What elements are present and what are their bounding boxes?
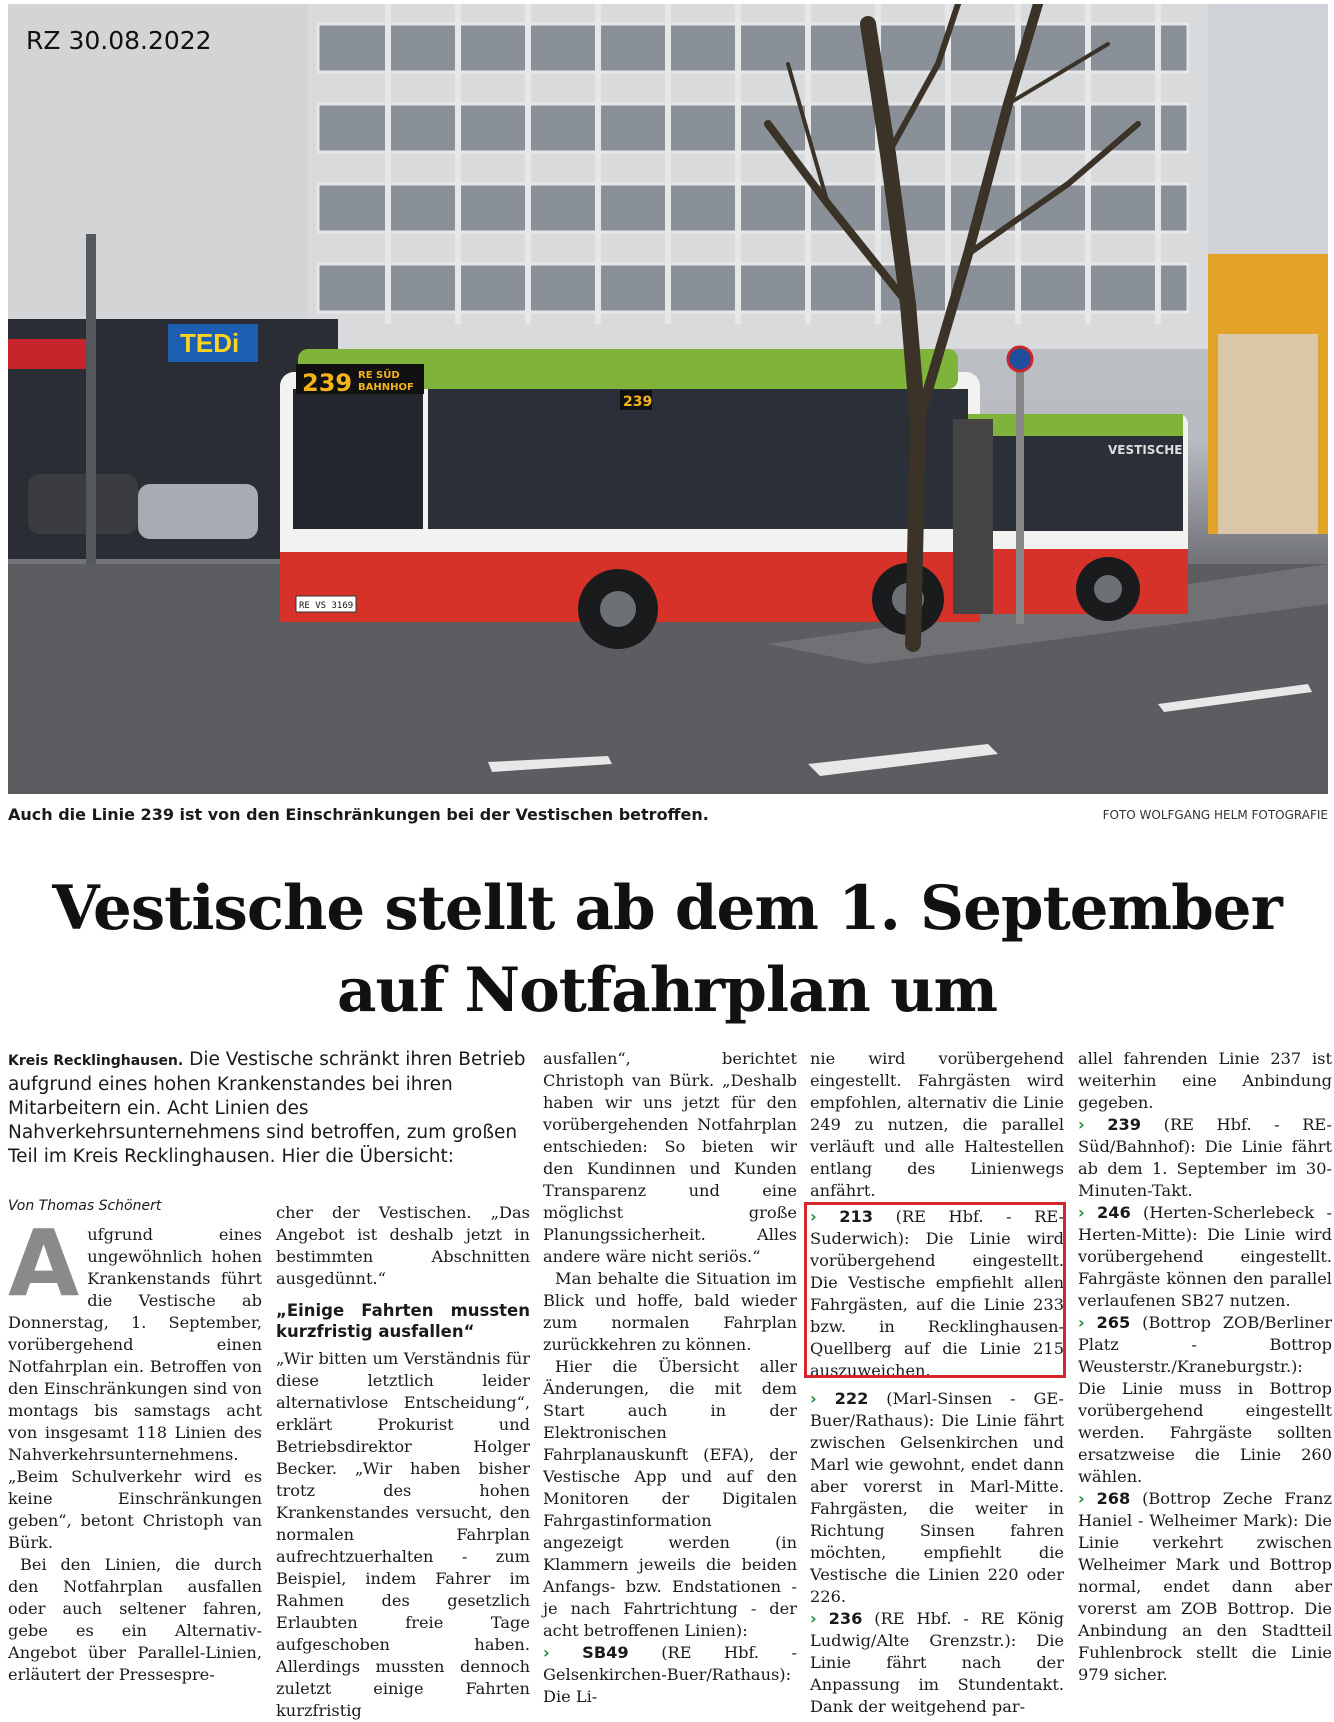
line-text: (RE Hbf. - RE König Ludwig/Alte Grenzstr.): Die Linie fährt nach der Anpassung im Stundentakt. Dank der weitgehend par- <box>810 1609 1064 1716</box>
bus-illustration <box>8 4 1328 794</box>
shop-sign: TEDi <box>180 328 240 358</box>
line-text: (Marl-Sinsen - GE-Buer/Rathaus): Die Linie fährt zwischen Gelsenkirchen und Marl wie gewohnt, endet dann aber vorerst in Marl-Mitte. Fahrgästen, die weiter in Richtung Sinsen fahren möchten, empfiehlt die Vestische die Linien 220 oder 226. <box>810 1389 1064 1606</box>
drop-cap: A <box>8 1210 80 1317</box>
bus-side-number: 239 <box>623 394 653 410</box>
column-1 <box>8 1210 262 1686</box>
subheading: „Einige Fahrten mussten kurzfristig ausfallen“ <box>276 1301 530 1341</box>
line-number: SB49 <box>582 1643 629 1662</box>
column-2 <box>276 1202 530 1722</box>
col3-p3: Hier die Übersicht aller Änderungen, die mit dem Start auch in der Elektronischen Fahrplanauskunft (EFA), der Vestische App und auf den Monitoren der Digitalen Fahrgastinformation angezeigt werden (in Klammern jeweils die beiden Anfangs- bzw. Endstationen - je nach Fahrtrichtung - der acht betroffenen Linien): <box>543 1357 797 1640</box>
photo-caption <box>8 805 1328 827</box>
column-4 <box>810 1048 1064 1718</box>
line-number: 222 <box>834 1389 869 1408</box>
line-text: (RE Hbf. - RE-Suderwich): Die Linie wird vorübergehend eingestellt. Die Vestische empfiehlt allen Fahrgästen, auf die Linie 233 bzw. in Recklinghausen-Quellberg auf die Linie 215 auszuweichen. <box>810 1207 1064 1380</box>
line-number: 239 <box>1107 1115 1142 1134</box>
arrow-icon: › <box>810 1609 817 1628</box>
column-3 <box>543 1048 797 1708</box>
headline <box>40 868 1294 1032</box>
col3-p1: ausfallen“, berichtet Christoph van Bürk. „Deshalb haben wir uns jetzt für den vorübergehenden Notfahrplan entschieden: So bieten wir den Kundinnen und Kunden Transparenz und eine möglichst große Planungssicherheit. Alles andere wäre nicht seriös.“ <box>543 1049 797 1266</box>
date-stamp: RZ 30.08.2022 <box>26 26 212 55</box>
line-text: (Bottrop Zeche Franz Haniel - Welheimer Mark): Die Linie verkehrt zwischen Welheimer Mark und Bottrop normal, endet dann aber vorerst am ZOB Bottrop. Die Anbindung an den Stadtteil Fuhlenbrock stellt die Linie 979 sicher. <box>1078 1489 1332 1684</box>
line-text: (Bottrop ZOB/Berliner Platz - Bottrop Weusterstr./Kraneburgstr.): Die Linie muss in Bottrop vorübergehend eingestellt werden. Fahrgäste sollten ersatzweise die Linie 260 wählen. <box>1078 1313 1332 1486</box>
line-entry-236 <box>810 1608 1064 1718</box>
line-text: (RE Hbf. - Gelsenkirchen-Buer/Rathaus): Die Li- <box>543 1643 798 1706</box>
line-entry-222 <box>810 1388 1064 1608</box>
line-entry-sb49 <box>543 1642 797 1708</box>
intro-text: Die Vestische schränkt ihren Betrieb aufgrund eines hohen Krankenstandes bei ihren Mitarbeitern ein. Acht Linien des Nahverkehrsunternehmens sind betroffen, zum großen Teil im Kreis Recklinghausen. Hier die Übersicht: <box>8 1049 526 1167</box>
col1-p2: „Beim Schulverkehr wird es keine Einschränkungen geben“, betont Christoph van Bürk. <box>8 1467 262 1552</box>
line-number: 213 <box>839 1207 874 1226</box>
bus-destination-1: RE SÜD <box>358 370 400 381</box>
column-5 <box>1078 1048 1332 1686</box>
arrow-icon: › <box>543 1643 550 1662</box>
col2-p2: „Wir bitten um Verständnis für diese letztlich leider alternativlose Entscheidung“, erklärt Prokurist und Betriebsdirektor Holger Becker. „Wir haben bisher trotz des hohen Krankenstandes versucht, den normalen Fahrplan aufrechtzuerhalten - zum Beispiel, indem Fahrer im Rahmen des gesetzlich Erlaubten freie Tage aufgeschoben haben. Allerdings mussten dennoch zuletzt einige Fahrten kurzfristig <box>276 1349 530 1720</box>
news-photo <box>8 4 1328 794</box>
headline-line-2: auf Notfahrplan um <box>336 955 998 1026</box>
arrow-icon: › <box>810 1207 817 1226</box>
dateline: Kreis Recklinghausen. <box>8 1053 184 1069</box>
headline-line-1: Vestische stellt ab dem 1. September <box>52 873 1282 944</box>
col2-p1: cher der Vestischen. „Das Angebot ist deshalb jetzt in bestimmten Abschnitten ausgedünnt.“ <box>276 1203 530 1288</box>
col5-p1: allel fahrenden Linie 237 ist weiterhin eine Anbindung gegeben. <box>1078 1049 1332 1112</box>
line-text: (Herten-Scherlebeck - Herten-Mitte): Die Linie wird vorübergehend eingestellt. Fahrgäste können den parallel verlaufenen SB27 nutzen. <box>1078 1203 1332 1310</box>
bus-destination-2: BAHNHOF <box>358 382 414 393</box>
bus-plate: RE VS 3169 <box>299 601 354 611</box>
bus-line-display: 239 <box>302 369 353 397</box>
intro-paragraph <box>8 1048 530 1169</box>
arrow-icon: › <box>1078 1313 1085 1332</box>
arrow-icon: › <box>1078 1115 1085 1134</box>
line-entry-265 <box>1078 1312 1332 1488</box>
line-number: 265 <box>1096 1313 1131 1332</box>
line-text: (RE Hbf. - RE-Süd/Bahnhof): Die Linie fährt ab dem 1. September im 30-Minuten-Takt. <box>1078 1115 1332 1200</box>
photo-credit: FOTO WOLFGANG HELM FOTOGRAFIE <box>1102 808 1328 822</box>
highlight-box <box>804 1202 1066 1378</box>
byline: Von Thomas Schönert <box>8 1198 162 1214</box>
line-number: 268 <box>1096 1489 1131 1508</box>
bus <box>280 349 1188 649</box>
col3-p2: Man behalte die Situation im Blick und hoffe, bald wieder zum normalen Fahrplan zurückkehren zu können. <box>543 1269 797 1354</box>
bus-brand: VESTISCHE <box>1108 443 1183 457</box>
col1-p1: ufgrund eines ungewöhnlich hohen Krankenstands führt die Vestische ab Donnerstag, 1. September, vorübergehend einen Notfahrplan ein. Betroffen von den Einschränkungen sind von montags bis samstags acht von insgesamt 118 Linien des Nahverkehrsunternehmens. <box>8 1225 262 1464</box>
line-number: 246 <box>1096 1203 1131 1222</box>
arrow-icon: › <box>1078 1489 1085 1508</box>
line-number: 236 <box>828 1609 863 1628</box>
caption-text: Auch die Linie 239 ist von den Einschränkungen bei der Vestischen betroffen. <box>8 805 709 824</box>
col4-p1: nie wird vorübergehend eingestellt. Fahrgästen wird empfohlen, alternativ die Linie 249 zu nutzen, die parallel verläuft und alle Haltestellen entlang des Linienwegs anfährt. <box>810 1049 1064 1200</box>
arrow-icon: › <box>810 1389 817 1408</box>
line-entry-246 <box>1078 1202 1332 1312</box>
arrow-icon: › <box>1078 1203 1085 1222</box>
col1-p3: Bei den Linien, die durch den Notfahrplan ausfallen oder auch seltener fahren, gebe es ein Alternativ-Angebot über Parallel-Linien, erläutert der Pressespre- <box>8 1555 262 1684</box>
line-entry-268 <box>1078 1488 1332 1686</box>
line-entry-239 <box>1078 1114 1332 1202</box>
